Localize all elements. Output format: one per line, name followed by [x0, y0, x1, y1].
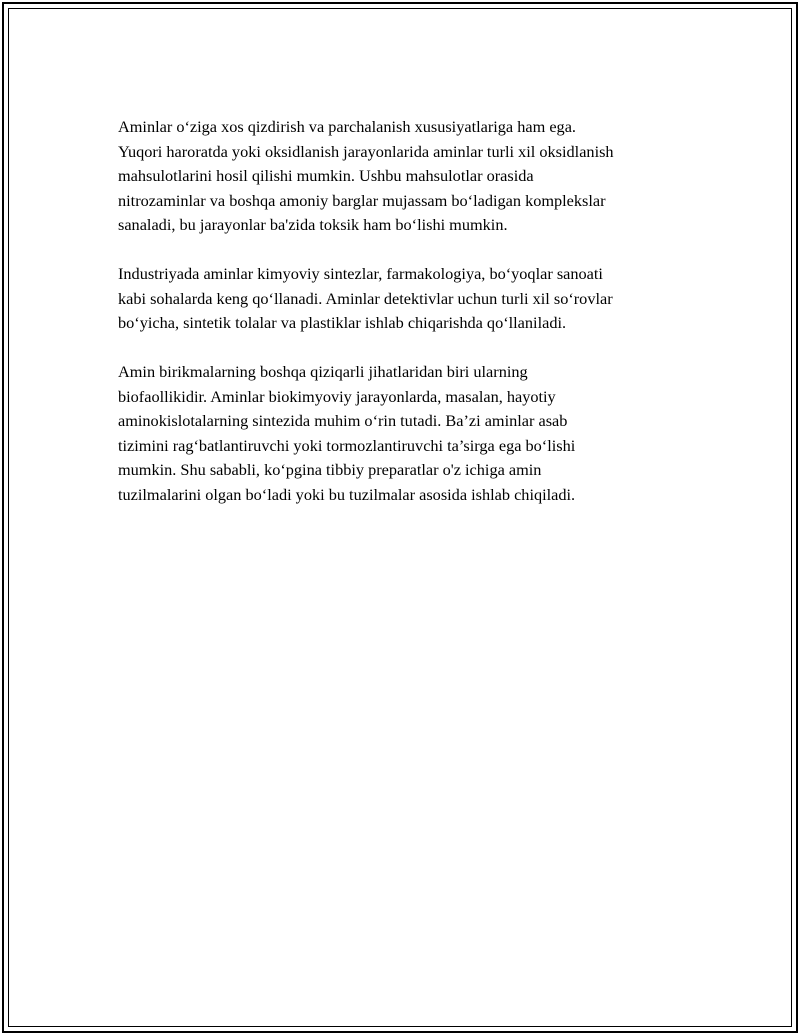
text-line: Amin birikmalarning boshqa qiziqarli jihatlaridan biri ularning [118, 362, 528, 381]
text-line: mumkin. Shu sababli, ko‘pgina tibbiy preparatlar o'z ichiga amin [118, 460, 542, 479]
text-line: sanaladi, bu jarayonlar ba'zida toksik ham bo‘lishi mumkin. [118, 215, 508, 234]
text-line: tuzilmalarini olgan bo‘ladi yoki bu tuzilmalar asosida ishlab chiqiladi. [118, 484, 576, 504]
text-line: kabi sohalarda keng qo‘llanadi. Aminlar detektivlar uchun turli xil so‘rovlar [118, 288, 613, 308]
text-line: bo‘yicha, sintetik tolalar va plastiklar ishlab chiqarishda qo‘llaniladi. [118, 313, 567, 332]
text-line: Industriyada aminlar kimyoviy sintezlar, farmakologiya, bo‘yoqlar sanoati [118, 264, 603, 283]
text-line: Yuqori haroratda yoki oksidlanish jarayonlarida aminlar turli xil oksidlanish [118, 141, 614, 161]
text-line: mahsulotlarini hosil qilishi mumkin. Ushbu mahsulotlar orasida [118, 166, 534, 185]
text-line: tizimini rag‘batlantiruvchi yoki tormozlantiruvchi ta’sirga ega bo‘lishi [118, 435, 576, 455]
document-body [118, 115, 688, 532]
text-line: nitrozaminlar va boshqa amoniy barglar mujassam bo‘ladigan komplekslar [118, 190, 606, 210]
paragraph-industry-use [118, 262, 688, 336]
text-line: Aminlar o‘ziga xos qizdirish va parchalanish xususiyatlariga ham ega. [118, 117, 576, 136]
text-line: aminokislotalarning sintezida muhim o‘rin tutadi. Ba’zi aminlar asab [118, 411, 568, 430]
paragraph-bioactivity [118, 360, 688, 507]
paragraph-thermal-properties [118, 115, 688, 238]
text-line: biofaollikidir. Aminlar biokimyoviy jarayonlarda, masalan, hayotiy [118, 386, 556, 406]
